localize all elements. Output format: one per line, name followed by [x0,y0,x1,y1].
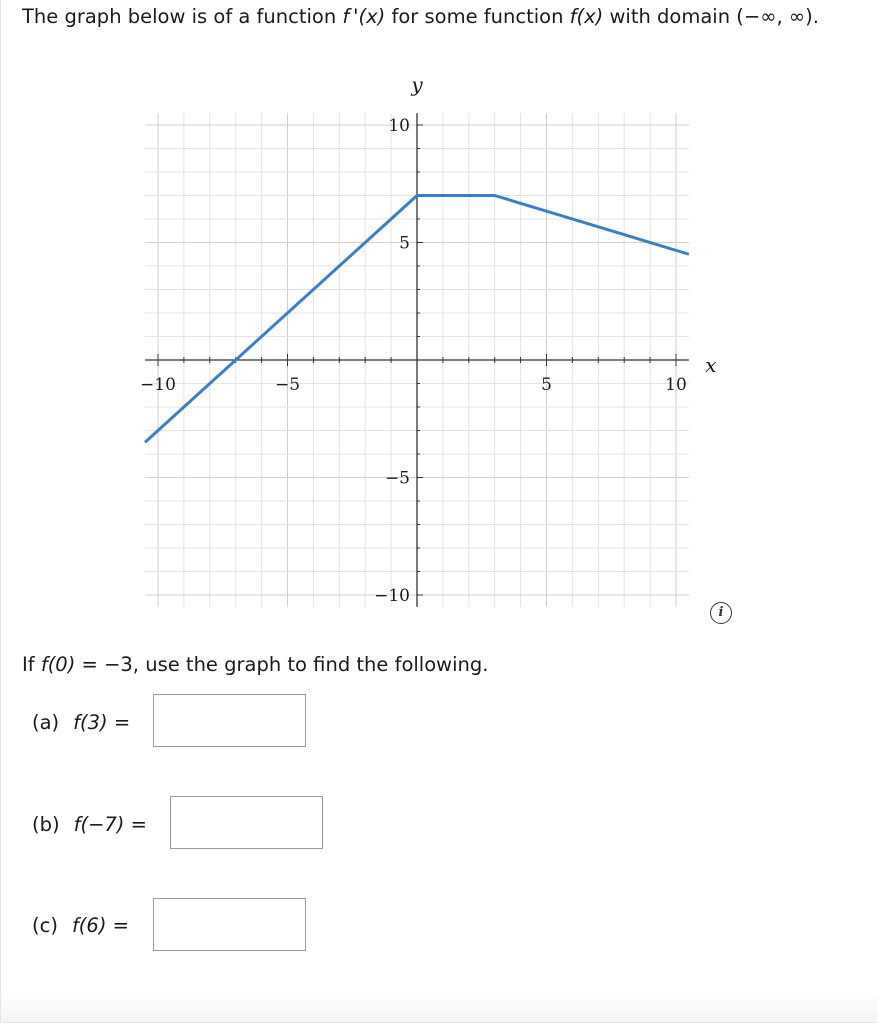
x-tick-label: 5 [541,375,552,395]
question-prompt: If f(0) = −3, use the graph to find the following. [22,653,489,676]
y-axis-label: y [411,72,423,97]
answer-input-c[interactable] [153,898,306,951]
part-a-equals: = [113,711,131,734]
y-tick-label: −10 [374,586,410,606]
answer-input-a[interactable] [153,694,306,747]
part-b-equals: = [130,813,147,836]
part-a [32,711,130,734]
x-axis-label: x [705,353,717,377]
part-b-expression: f(−7) [73,813,125,836]
part-c-expression: f(6) [71,914,107,937]
part-b [32,813,147,836]
part-c-equals: = [112,914,129,937]
question-intro: The graph below is of a function f '(x) for some function f(x) with domain (−∞, ∞). [22,5,819,28]
answer-input-b[interactable] [170,796,323,849]
x-tick-label: −10 [140,375,176,395]
part-c-label: (c) [32,914,58,937]
y-tick-label: 10 [388,116,410,136]
y-tick-label: 5 [399,233,410,254]
part-b-label: (b) [32,813,60,836]
x-tick-label: 10 [665,375,687,395]
part-a-label: (a) [32,711,60,734]
y-tick-label: −5 [384,468,410,489]
fprime-notation: f '(x) [342,5,386,28]
x-tick-label: −5 [274,375,301,395]
part-c [32,914,129,937]
part-a-expression: f(3) [73,711,108,734]
fx-notation: f(x) [569,5,604,28]
f0-notation: f(0) [40,653,76,676]
info-icon[interactable]: i [710,602,732,624]
